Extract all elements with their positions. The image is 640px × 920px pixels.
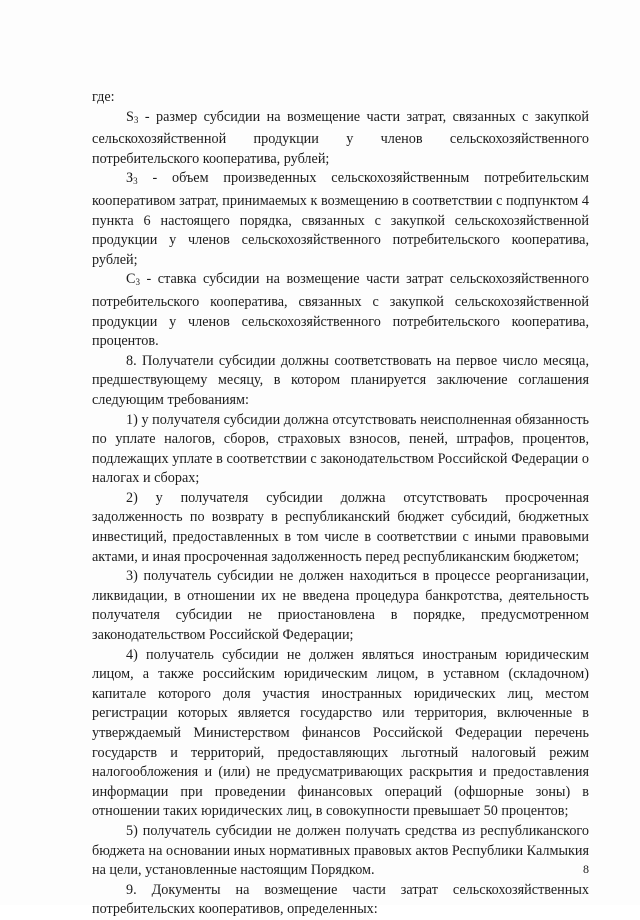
paragraph xyxy=(92,822,589,881)
subscript: 3 xyxy=(135,277,140,288)
paragraph-text: S xyxy=(126,108,134,125)
paragraph-text: 3) получатель субсидии не должен находиться в процессе реорганизации, ликвидации, в отношении их не введена процедура банкротства, деятельность получателя субсидии не приостановлена в порядке, предусмотренном законодательством Российской Федерации; xyxy=(92,568,589,644)
paragraph-text: З xyxy=(126,170,134,187)
paragraph-text: С xyxy=(126,271,136,288)
document-body xyxy=(92,88,589,920)
page-number: 8 xyxy=(583,862,589,876)
paragraph-text-rest: - ставка субсидии на возмещение части затрат сельскохозяйственного потребительского кооператива, связанных с закупкой сельскохозяйственной продукции у членов сельскохозяйственного потребительского кооператива, процентов. xyxy=(92,271,589,350)
paragraph-text: 2) у получателя субсидии должна отсутствовать просроченная задолженность по возврату в республиканский бюджет субсидий, бюджетных инвестиций, предоставленных в том числе в соответствии с иными правовыми актами, и иная просроченная задолженность перед республиканским бюджетом; xyxy=(92,489,589,565)
paragraph-text: 8. Получатели субсидии должны соответствовать на первое число месяца, предшествующему месяцу, в котором планируется заключение соглашения следующим требованиям: xyxy=(92,352,589,408)
paragraph-text: где: xyxy=(92,89,115,105)
paragraph xyxy=(92,169,589,270)
paragraph xyxy=(92,567,589,645)
paragraph-text: 5) получатель субсидии не должен получать средства из республиканского бюджета на основании иных нормативных правовых актов Республики Калмыкия на цели, установленные настоящим Порядком. xyxy=(92,822,589,879)
paragraph xyxy=(92,270,589,351)
paragraph-text: 1) у получателя субсидии должна отсутствовать неисполненная обязанность по уплате налогов, сборов, страховых взносов, пеней, штрафов, процентов, подлежащих уплате в соответствии с законодательством Российской Федерации о налогах и сборах; xyxy=(92,411,589,487)
paragraph-text-rest: - объем произведенных сельскохозяйственным потребительским кооперативом затрат, принимаемых к возмещению в соответствии с подпунктом 4 пункта 6 настоящего порядка, связанных с закупкой сельскохозяйственной продукции у членов сельскохозяйственного потребительского кооператива, рублей; xyxy=(92,170,589,268)
paragraph xyxy=(92,352,589,411)
subscript: 3 xyxy=(133,176,138,187)
paragraph xyxy=(92,646,589,822)
paragraph xyxy=(92,411,589,489)
paragraph-text: 9. Документы на возмещение части затрат сельскохозяйственных потребительских кооперативов, определенных: xyxy=(92,881,589,918)
paragraph xyxy=(92,108,589,170)
subscript: 3 xyxy=(133,114,139,125)
paragraph xyxy=(92,881,589,920)
paragraph-text-rest: - размер субсидии на возмещение части затрат, связанных с закупкой сельскохозяйственной продукции у членов сельскохозяйственного потребительского кооператива, рублей; xyxy=(92,108,589,167)
paragraph xyxy=(92,489,589,567)
paragraph-text: 4) получатель субсидии не должен являться иностраным юридическим лицом, а также российским юридическим лицом, в уставном (складочном) капитале которого доля участия иностранных юридических лиц, местом регистрации которых является государство или территория, включенные в утверждаемый Министерством финансов Российской Федерации перечень государств и территорий, предоставляющих льготный налоговый режим налогообложения и (или) не предусматривающих раскрытия и предоставления информации при проведении финансовых операций (офшорные зоны) в отношении таких юридических лиц, в совокупности превышает 50 процентов; xyxy=(92,646,589,820)
paragraph-intro xyxy=(92,88,589,108)
